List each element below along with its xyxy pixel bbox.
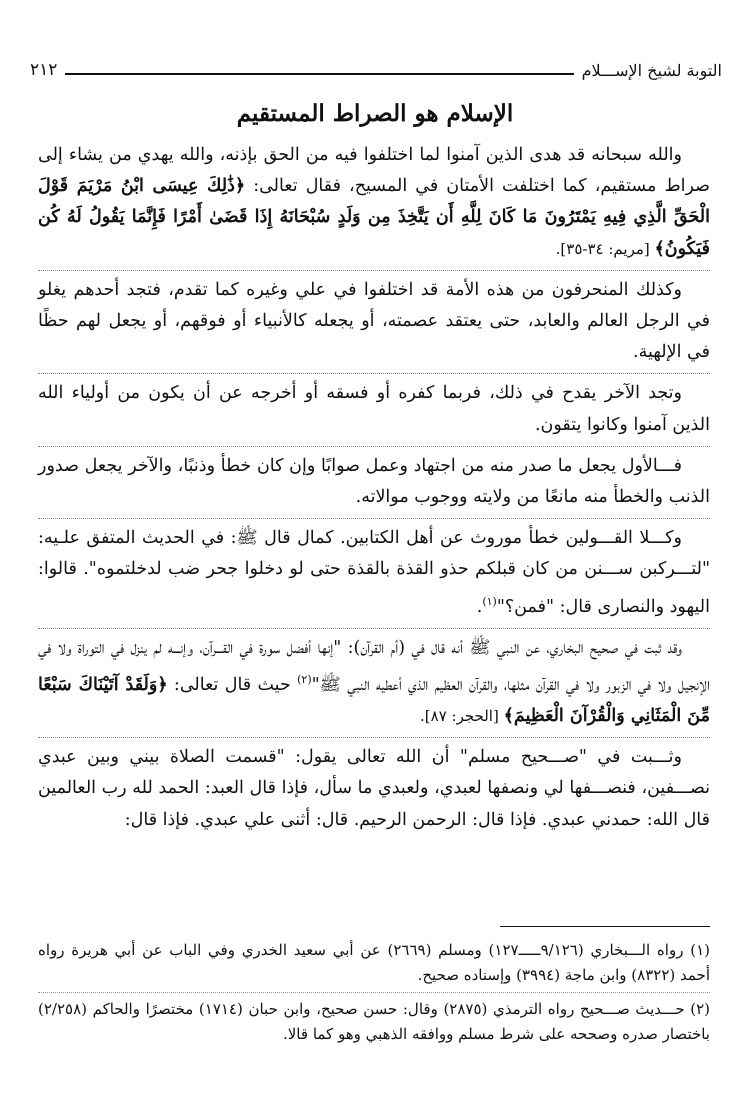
- paragraph-7: وثـــبت في "صـــحيح مسلم" أن الله تعالى يقول: "قسمت الصلاة بيني وبين عبدي نصـــفين، فنصـــفها لي ونصفها لعبدي، ولعبدي ما سأل، فإذا قال العبد: الحمد لله رب العالمين قال الله: حمدني عبدي. فإذا قال: الرحمن الرحيم. قال: أثنى علي عبدي. فإذا قال:: [38, 747, 710, 830]
- paragraph-divider: [38, 628, 710, 629]
- paragraph-divider: [38, 737, 710, 738]
- body-text: [38, 140, 710, 836]
- book-title: التوبة لشيخ الإســـلام: [581, 61, 722, 80]
- paragraph-3: وتجد الآخر يقدح في ذلك، فربما كفره أو فسقه أو أخرجه عن أن يكون من أولياء الله الذين آمنوا وكانوا يتقون.: [38, 383, 710, 435]
- paragraph-text-cont: حيث قال تعالى:: [167, 674, 298, 695]
- quran-verse: ﴿ذَٰلِكَ عِيسَى ابْنُ مَرْيَمَ قَوْلَ الْحَقِّ الَّذِي فِيهِ يَمْتَرُونَ مَا كَانَ لِلَّهِ أَن يَتَّخِذَ مِن وَلَدٍ سُبْحَانَهُ إِذَا قَضَىٰ أَمْرًا فَإِنَّمَا يَقُولُ لَهُ كُن فَيَكُونُ﴾: [38, 176, 710, 259]
- verse-reference: [مريم: ٣٤-٣٥].: [555, 239, 655, 258]
- verse-reference: [الحجر: ٨٧].: [420, 706, 504, 725]
- paragraph-4: فـــالأول يجعل ما صدر منه من اجتهاد وعمل صوابًا وإن كان خطأ وذنبًا، والآخر يجعل صدور الذنب والخطأ منه مانعًا من ولايته ووجوب موالاته.: [38, 455, 710, 508]
- paragraph-divider: [38, 373, 710, 374]
- paragraph-2: وكذلك المنحرفون من هذه الأمة قد اختلفوا في علي وغيره كما تقدم، فتجد أحدهم يغلو في الرجل العالم والعابد، حتى يعتقد عصمته، أو يجعله كالأنبياء أو فوقهم، أو يجعل لهم حظًا في الإلهية.: [38, 279, 710, 363]
- footnotes: [38, 938, 710, 1051]
- footnote-rule: [500, 926, 710, 927]
- page-number: ٢١٢: [30, 60, 58, 80]
- paragraph-divider: [38, 270, 710, 271]
- paragraph-text: وقد ثبت في صحيح البخاري، عن النبي ﷺ أنه قال في (أم القرآن): "إنها أفضل سورة في القـــرآن، وإنـــه لم ينزل في التوراة ولا في الإنجيل ولا في الزبور ولا في القرآن مثلها، والقرآن العظيم الذي أعطيه النبي ﷺ": [38, 637, 711, 695]
- paragraph-text: والله سبحانه قد هدى الذين آمنوا لما اختلفوا فيه من الحق بإذنه، والله يهدي من يشاء إلى صراط مستقيم، كما اختلفت الأمتان في المسيح، فقال تعالى:: [38, 145, 711, 197]
- paragraph-5: [38, 523, 710, 622]
- quran-verse: ﴿وَلَقَدْ آتَيْنَاكَ سَبْعًا مِّنَ الْمَثَانِي وَالْقُرْآنَ الْعَظِيمَ﴾: [38, 674, 710, 726]
- header-rule: [65, 73, 573, 75]
- paragraph-1: [38, 140, 710, 265]
- paragraph-text: وكـــلا القـــولين خطأ موروث عن أهل الكتابين. كمال قال ﷺ: في الحديث المتفق علـيه: "لتـــركبن ســـنن من كان قبلكم حذو القذة بالقذة حتى لو دخلوا جحر ضب لدخلتموه". قالوا: اليهود والنصارى قال: "فمن؟": [38, 528, 710, 617]
- footnote-marker[interactable]: (٢): [297, 672, 312, 686]
- section-title: الإسلام هو الصراط المستقيم: [236, 100, 514, 127]
- footnote-divider: [38, 992, 710, 993]
- footnote-2: (٢) حـــديث صـــحيح رواه الترمذي (٢٨٧٥) وقال: حسن صحيح، وابن حبان (١٧١٤) مختصرًا والحاكم (٢/٢٥٨) باختصار صدره وصححه على شرط مسلم ووافقه الذهبي وهو كما قالا.: [38, 1000, 711, 1043]
- paragraph-6: [38, 633, 710, 732]
- footnote-marker[interactable]: (١): [482, 594, 497, 608]
- paragraph-text-end: .: [476, 596, 483, 617]
- paragraph-divider: [38, 518, 710, 519]
- paragraph-divider: [38, 446, 710, 447]
- footnote-1: (١) رواه الـــبخاري (٩/١٢٦ـــــ١٢٧) ومسلم (٢٦٦٩) عن أبي سعيد الخدري وفي الباب عن أبي هريرة رواه أحمد (٨٣٢٢) وابن ماجة (٣٩٩٤) وإسناده صحيح.: [38, 941, 710, 984]
- running-header: [30, 58, 722, 80]
